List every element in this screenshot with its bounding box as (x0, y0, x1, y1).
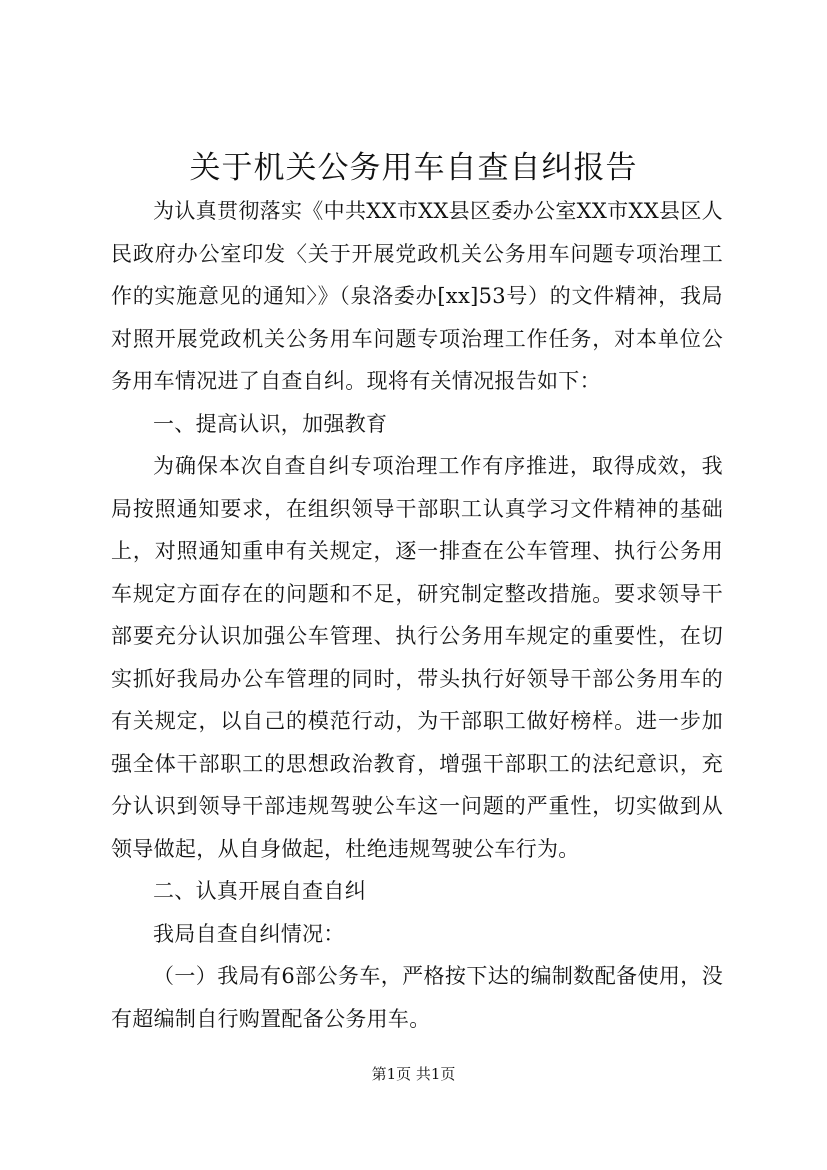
paragraph-item-1: （一）我局有6部公务车，严格按下达的编制数配备使用，没有超编制自行购置配备公务用车。 (111, 964, 723, 1031)
page-number: 第1页 共1页 (371, 1065, 456, 1083)
document-body (111, 190, 723, 1040)
paragraph-self-check: 我局自查自纠情况： (153, 921, 345, 946)
paragraph-intro: 为认真贯彻落实《中共XX市XX县区委办公室XX市XX县区人民政府办公室印发〈关于开展党政机关公务用车问题专项治理工作的实施意见的通知〉》（泉洛委办[xx]53号）的文件精神，我局对照开展党政机关公务用车问题专项治理工作任务，对本单位公务用车情况进了自查自纠。现将有关情况报告如下： (111, 199, 723, 393)
document-title: 关于机关公务用车自查自纠报告 (189, 150, 638, 186)
section-heading-1: 一、提高认识，加强教育 (153, 411, 388, 436)
paragraph-education: 为确保本次自查自纠专项治理工作有序推进，取得成效，我局按照通知要求，在组织领导干部职工认真学习文件精神的基础上，对照通知重申有关规定，逐一排查在公车管理、执行公务用车规定方面存在的问题和不足，研究制定整改措施。要求领导干部要充分认识加强公车管理、执行公务用车规定的重要性，在切实抓好我局办公车管理的同时，带头执行好领导干部公务用车的有关规定，以自己的模范行动，为干部职工做好榜样。进一步加强全体干部职工的思想政治教育，增强干部职工的法纪意识，充分认识到领导干部违规驾驶公车这一问题的严重性，切实做到从领导做起，从自身做起，杜绝违规驾驶公车行为。 (111, 454, 723, 861)
section-heading-2: 二、认真开展自查自纠 (153, 879, 366, 903)
